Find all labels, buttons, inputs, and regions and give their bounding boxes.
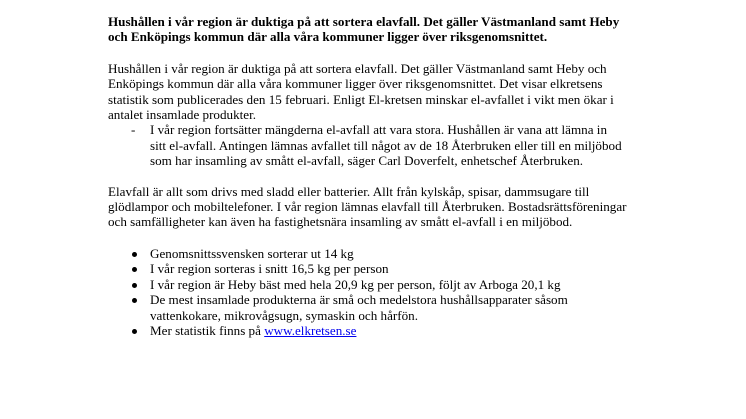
bullet-item [108,261,628,276]
bullet-text: I vår region är Heby bäst med hela 20,9 kg per person, följt av Arboga 20,1 kg [150,276,561,292]
bullet-text-prefix: Mer statistik finns på [150,322,265,338]
body-paragraph: Elavfall är allt som drivs med sladd eller batterier. Allt från kylskåp, spisar, dammsugare till glödlampor och mobiltelefoner. I vår region lämnas elavfall till Återbruken. Bostadsrättsföreningar och samfälligheter kan även ha fastighetsnära insamling av smått el-avfall i en miljöbod. [108,183,627,230]
document-page [108,14,628,338]
elkretsen-link[interactable]: www.elkretsen.se [264,322,357,338]
bullet-dot-icon [132,252,137,257]
bullet-dot-icon [132,283,137,288]
bullet-item [108,292,628,323]
headline: Hushållen i vår region är duktiga på att sortera elavfall. Det gäller Västmanland samt Heby och Enköpings kommun där alla våra kommuner ligger över riksgenomsnittet. [108,14,620,45]
dash-list [108,122,628,168]
bullet-list [108,246,628,338]
bullet-item [108,277,628,292]
bullet-text: Genomsnittssvensken sorterar ut 14 kg [150,245,354,261]
bullet-dot-icon [132,329,137,334]
dash-marker: - [131,122,136,138]
dash-list-item [108,122,628,168]
bullet-text: De mest insamlade produkterna är små och medelstora hushållsapparater såsom vattenkokare, mikrovågsugn, symaskin och hårfön. [150,292,568,323]
bullet-dot-icon [132,267,137,272]
dash-item-text: I vår region fortsätter mängderna el-avfall att vara stora. Hushållen är vana att lämna in sitt el-avfall. Antingen lämnas avfallet till något av de 18 Återbruken eller till en miljöbod som har insamling av smått el-avfall, säger Carl Doverfelt, enhetschef Återbruken. [150,122,622,169]
bullet-item [108,323,628,338]
bullet-text: I vår region sorteras i snitt 16,5 kg per person [150,261,389,277]
bullet-item [108,246,628,261]
intro-paragraph: Hushållen i vår region är duktiga på att sortera elavfall. Det gäller Västmanland samt Heby och Enköpings kommun där alla våra kommuner ligger över riksgenomsnittet. Det visar elkretsens statistik som publicerades den 15 februari. Enligt El-kretsen minskar el-avfallet i vikt men ökar i antalet insamlade produkter. [108,60,614,123]
bullet-dot-icon [132,298,137,303]
